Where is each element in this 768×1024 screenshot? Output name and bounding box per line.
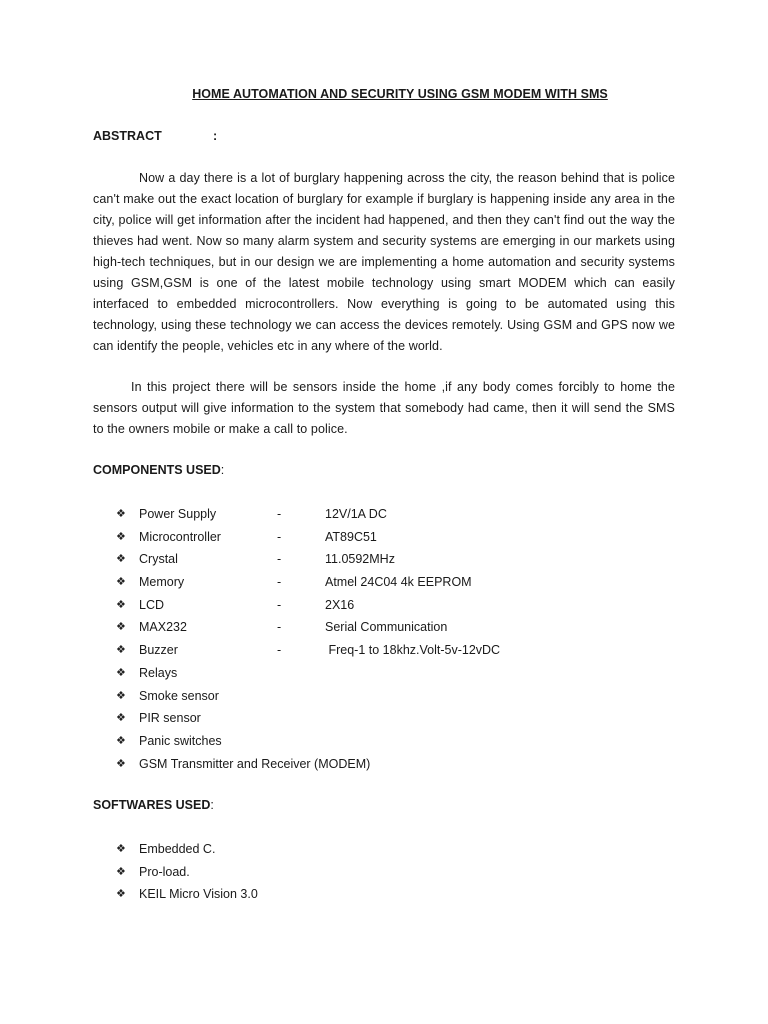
list-item-separator: - bbox=[277, 597, 282, 612]
list-item-name: KEIL Micro Vision 3.0 bbox=[139, 887, 258, 902]
list-item-name: MAX232 bbox=[139, 620, 187, 635]
list-item-name: PIR sensor bbox=[139, 711, 201, 726]
list-item-name: GSM Transmitter and Receiver (MODEM) bbox=[139, 756, 371, 771]
list-item-name: Power Supply bbox=[139, 507, 217, 521]
bullet-diamond-icon: ❖ bbox=[116, 508, 126, 520]
components-heading-colon: : bbox=[220, 463, 225, 477]
list-item-separator: - bbox=[277, 552, 282, 567]
list-item-separator: - bbox=[277, 575, 282, 590]
list-item-separator: - bbox=[277, 529, 282, 544]
bullet-diamond-icon: ❖ bbox=[116, 865, 126, 878]
list-item-separator: - bbox=[277, 507, 282, 521]
bullet-diamond-icon: ❖ bbox=[116, 530, 126, 543]
list-item-name: Microcontroller bbox=[139, 529, 221, 544]
list-item-value: AT89C51 bbox=[325, 529, 377, 544]
bullet-diamond-icon: ❖ bbox=[116, 644, 126, 657]
bullet-diamond-icon: ❖ bbox=[116, 888, 126, 901]
list-item-value: 2X16 bbox=[325, 597, 355, 612]
bullet-diamond-icon: ❖ bbox=[116, 576, 126, 589]
list-item-separator: - bbox=[277, 643, 282, 658]
list-item-name: Smoke sensor bbox=[139, 688, 219, 703]
abstract-paragraph-2: In this project there will be sensors inside the home ,if any body comes forcibly to home the sensors output will give information to the system that somebody had came, then it will send the SMS to the owners mobile or make a call to police. bbox=[93, 380, 675, 436]
list-item-name: Pro-load. bbox=[139, 864, 190, 879]
abstract-paragraph-1: Now a day there is a lot of burglary happening across the city, the reason behind that is police can't make out the exact location of burglary for example if burglary is happening inside any area in the city, police will get information after the incident had happened, and then they can't find out the way the thieves had went. Now so many alarm system and security systems are emerging in our markets using high-tech techniques, but in our design we are implementing a home automation and security systems using GSM,GSM is one of the latest mobile technology using smart MODEM which can easily interfaced to embedded microcontrollers. Now everything is going to be automated using this technology, using these technology we can access the devices remotely. Using GSM and GPS now we can identify the people, vehicles etc in any where of the world. bbox=[93, 171, 675, 353]
list-item-name: Memory bbox=[139, 575, 185, 590]
bullet-diamond-icon: ❖ bbox=[116, 712, 126, 725]
bullet-diamond-icon: ❖ bbox=[116, 757, 126, 770]
bullet-diamond-icon: ❖ bbox=[116, 734, 126, 747]
softwares-heading-text: SOFTWARES USED bbox=[93, 798, 211, 812]
list-item-name: Panic switches bbox=[139, 733, 222, 748]
list-item-separator: - bbox=[277, 620, 282, 635]
softwares-heading-colon: : bbox=[210, 798, 214, 812]
bullet-diamond-icon: ❖ bbox=[116, 621, 126, 634]
list-item-name: Crystal bbox=[139, 552, 178, 567]
list-item-name: Buzzer bbox=[139, 643, 178, 658]
components-heading bbox=[93, 463, 224, 477]
list-item-value: Atmel 24C04 4k EEPROM bbox=[325, 575, 472, 590]
list-item-name: Embedded C. bbox=[139, 842, 216, 856]
softwares-heading bbox=[93, 798, 214, 812]
document-title: HOME AUTOMATION AND SECURITY USING GSM MODEM WITH SMS bbox=[192, 87, 608, 101]
components-heading-text: COMPONENTS USED bbox=[93, 463, 221, 477]
bullet-diamond-icon: ❖ bbox=[116, 666, 126, 679]
list-item-value: Freq-1 to 18khz.Volt-5v-12vDC bbox=[325, 643, 501, 658]
list-item-name: LCD bbox=[139, 597, 165, 612]
bullet-diamond-icon: ❖ bbox=[116, 598, 126, 611]
bullet-diamond-icon: ❖ bbox=[116, 689, 126, 702]
bullet-diamond-icon: ❖ bbox=[116, 553, 126, 566]
bullet-diamond-icon: ❖ bbox=[116, 843, 126, 855]
list-item-value: 12V/1A DC bbox=[325, 507, 387, 521]
list-item-name: Relays bbox=[139, 665, 178, 680]
list-item-value: 11.0592MHz bbox=[325, 552, 395, 567]
abstract-heading: ABSTRACT bbox=[93, 129, 162, 143]
abstract-colon: : bbox=[213, 129, 218, 143]
list-item-value: Serial Communication bbox=[325, 620, 448, 635]
